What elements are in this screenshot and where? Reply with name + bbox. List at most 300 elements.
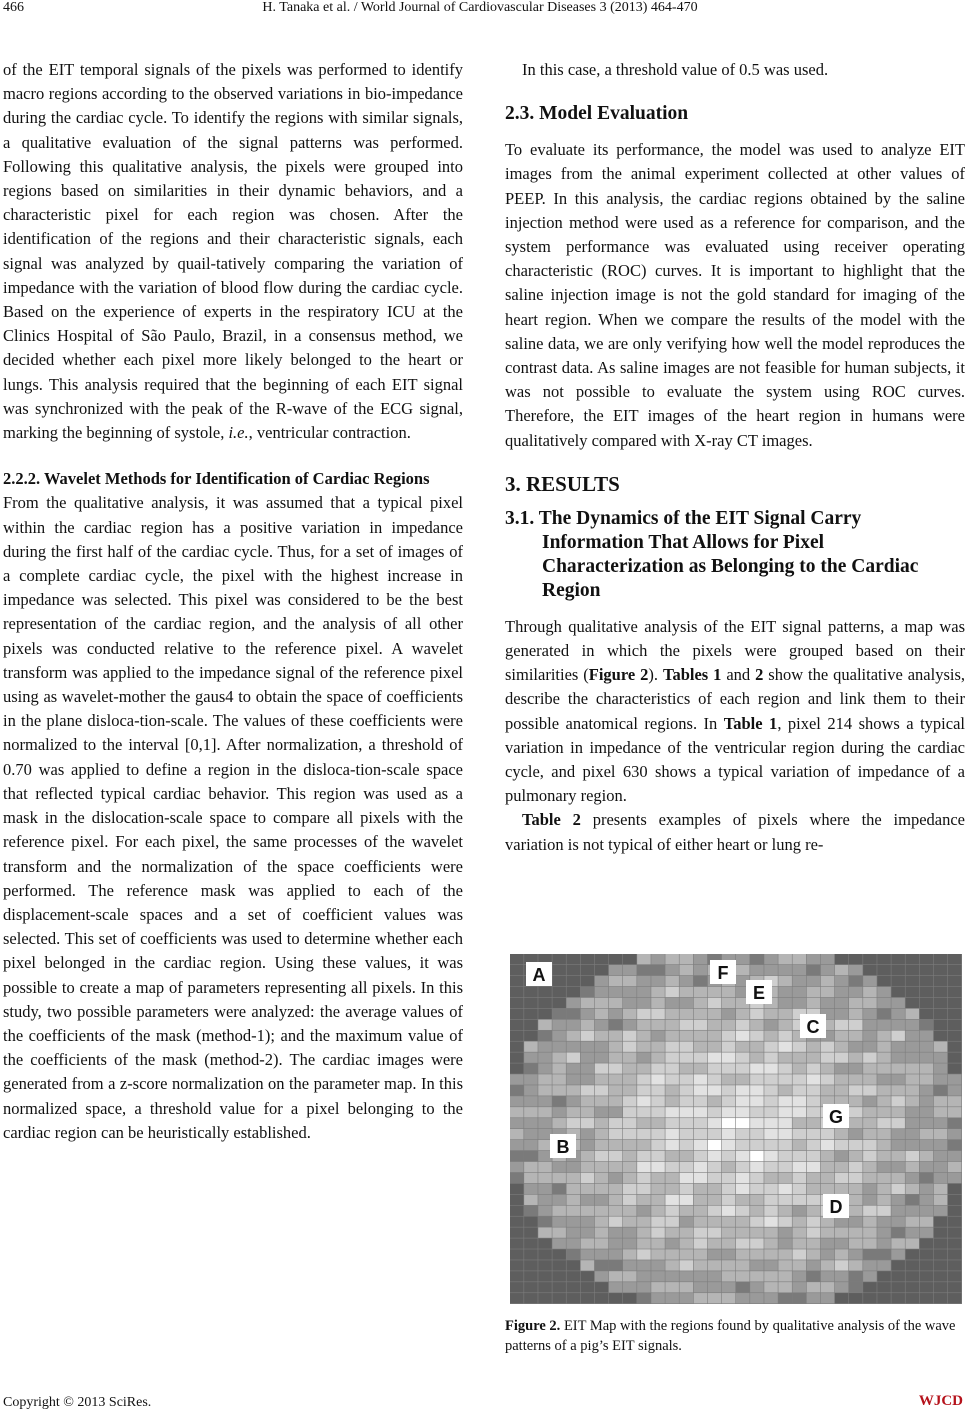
grid-cell	[581, 1031, 595, 1041]
grid-cell	[722, 1140, 736, 1150]
grid-cell	[877, 1140, 891, 1150]
grid-cell	[736, 1173, 750, 1183]
grid-cell	[538, 1031, 552, 1041]
grid-cell	[906, 1151, 920, 1161]
grid-cell	[595, 1217, 609, 1227]
grid-cell	[637, 1129, 651, 1139]
grid-cell	[877, 987, 891, 997]
grid-cell	[920, 1031, 934, 1041]
grid-cell	[694, 1162, 708, 1172]
grid-cell	[891, 1293, 905, 1303]
grid-cell	[722, 1096, 736, 1106]
grid-cell	[920, 1162, 934, 1172]
left-column	[3, 58, 463, 1145]
grid-cell	[736, 1293, 750, 1303]
grid-cell	[750, 1227, 764, 1237]
grid-cell	[538, 1118, 552, 1128]
grid-cell	[934, 1140, 948, 1150]
grid-cell	[581, 1151, 595, 1161]
grid-cell	[891, 1271, 905, 1281]
grid-cell	[891, 1063, 905, 1073]
grid-cell	[722, 1151, 736, 1161]
grid-cell	[609, 998, 623, 1008]
grid-cell	[581, 1173, 595, 1183]
grid-cell	[524, 1184, 538, 1194]
grid-cell	[637, 1052, 651, 1062]
grid-cell	[891, 1085, 905, 1095]
grid-cell	[708, 998, 722, 1008]
grid-cell	[680, 1206, 694, 1216]
grid-cell	[595, 1118, 609, 1128]
grid-cell	[609, 1129, 623, 1139]
grid-cell	[778, 976, 792, 986]
grid-cell	[708, 1271, 722, 1281]
grid-cell	[750, 1282, 764, 1292]
p3-table2-ref: Table 2	[522, 810, 581, 830]
grid-cell	[849, 976, 863, 986]
grid-cell	[906, 1271, 920, 1281]
grid-cell	[510, 1063, 524, 1073]
grid-cell	[863, 1085, 877, 1095]
grid-cell	[948, 987, 962, 997]
grid-cell	[821, 1140, 835, 1150]
grid-cell	[934, 1031, 948, 1041]
grid-cell	[637, 1217, 651, 1227]
grid-cell	[863, 1020, 877, 1030]
grid-cell	[609, 1293, 623, 1303]
grid-cell	[694, 1063, 708, 1073]
grid-cell	[948, 1260, 962, 1270]
grid-cell	[764, 1096, 778, 1106]
grid-cell	[708, 1052, 722, 1062]
grid-cell	[948, 1042, 962, 1052]
grid-cell	[637, 1238, 651, 1248]
grid-cell	[694, 954, 708, 964]
grid-cell	[538, 1074, 552, 1084]
grid-cell	[510, 1173, 524, 1183]
p2-tables-ref: Tables 1	[662, 665, 722, 685]
grid-cell	[807, 1249, 821, 1259]
grid-cell	[680, 1195, 694, 1205]
grid-cell	[567, 1096, 581, 1106]
grid-cell	[694, 1195, 708, 1205]
grid-cell	[510, 1074, 524, 1084]
grid-cell	[920, 1052, 934, 1062]
grid-cell	[708, 1227, 722, 1237]
grid-cell	[538, 1184, 552, 1194]
p2-figure-ref: Figure 2	[588, 665, 649, 685]
grid-cell	[821, 998, 835, 1008]
grid-cell	[651, 954, 665, 964]
grid-cell	[637, 1249, 651, 1259]
page-number: 466	[3, 0, 24, 15]
grid-cell	[665, 1271, 679, 1281]
grid-cell	[948, 1293, 962, 1303]
grid-cell	[920, 987, 934, 997]
grid-cell	[708, 1118, 722, 1128]
grid-cell	[821, 1271, 835, 1281]
grid-cell	[680, 1009, 694, 1019]
grid-cell	[778, 987, 792, 997]
grid-cell	[651, 1249, 665, 1259]
grid-cell	[665, 1063, 679, 1073]
grid-cell	[680, 1074, 694, 1084]
grid-cell	[891, 1206, 905, 1216]
grid-cell	[637, 1227, 651, 1237]
grid-cell	[736, 1009, 750, 1019]
grid-cell	[764, 1195, 778, 1205]
grid-cell	[581, 1140, 595, 1150]
grid-cell	[778, 1195, 792, 1205]
grid-cell	[778, 1140, 792, 1150]
grid-cell	[651, 1173, 665, 1183]
grid-cell	[807, 1074, 821, 1084]
grid-cell	[609, 1140, 623, 1150]
grid-cell	[708, 1020, 722, 1030]
grid-cell	[906, 1217, 920, 1227]
grid-cell	[665, 1206, 679, 1216]
grid-cell	[934, 1282, 948, 1292]
grid-cell	[708, 1217, 722, 1227]
grid-cell	[665, 1085, 679, 1095]
grid-cell	[906, 965, 920, 975]
grid-cell	[891, 1107, 905, 1117]
grid-cell	[694, 1118, 708, 1128]
grid-cell	[821, 1063, 835, 1073]
grid-cell	[609, 987, 623, 997]
grid-cell	[567, 1195, 581, 1205]
grid-cell	[835, 1162, 849, 1172]
grid-cell	[665, 987, 679, 997]
grid-cell	[750, 1020, 764, 1030]
grid-cell	[708, 987, 722, 997]
grid-cell	[948, 976, 962, 986]
eit-map-grid	[510, 954, 962, 1304]
grid-cell	[510, 1096, 524, 1106]
grid-cell	[694, 1217, 708, 1227]
grid-cell	[750, 1009, 764, 1019]
grid-cell	[623, 1293, 637, 1303]
grid-cell	[510, 1227, 524, 1237]
grid-cell	[863, 1271, 877, 1281]
grid-cell	[680, 1107, 694, 1117]
grid-cell	[948, 1129, 962, 1139]
grid-cell	[567, 987, 581, 997]
grid-cell	[623, 1085, 637, 1095]
grid-cell	[764, 1020, 778, 1030]
left-p1-ie: i.e.	[228, 423, 249, 443]
grid-cell	[736, 1042, 750, 1052]
grid-cell	[821, 1282, 835, 1292]
grid-cell	[651, 1042, 665, 1052]
grid-cell	[891, 1195, 905, 1205]
grid-cell	[877, 998, 891, 1008]
grid-cell	[510, 1162, 524, 1172]
grid-cell	[665, 1282, 679, 1292]
grid-cell	[920, 1063, 934, 1073]
grid-cell	[623, 1260, 637, 1270]
grid-cell	[821, 1173, 835, 1183]
grid-cell	[623, 1271, 637, 1281]
grid-cell	[510, 1271, 524, 1281]
grid-cell	[722, 1118, 736, 1128]
right-paragraph-2	[505, 615, 965, 809]
grid-cell	[694, 1129, 708, 1139]
grid-cell	[863, 1238, 877, 1248]
grid-cell	[793, 1173, 807, 1183]
grid-cell	[821, 965, 835, 975]
grid-cell	[567, 1107, 581, 1117]
grid-cell	[694, 998, 708, 1008]
grid-cell	[750, 1042, 764, 1052]
grid-cell	[849, 1118, 863, 1128]
grid-cell	[708, 1260, 722, 1270]
grid-cell	[793, 1085, 807, 1095]
grid-cell	[934, 976, 948, 986]
grid-cell	[877, 1184, 891, 1194]
grid-cell	[877, 1249, 891, 1259]
grid-cell	[637, 1282, 651, 1292]
grid-cell	[934, 1249, 948, 1259]
grid-cell	[567, 1293, 581, 1303]
grid-cell	[835, 1129, 849, 1139]
grid-cell	[623, 987, 637, 997]
grid-cell	[609, 1271, 623, 1281]
grid-cell	[750, 1031, 764, 1041]
grid-cell	[552, 1195, 566, 1205]
grid-cell	[906, 1118, 920, 1128]
grid-cell	[849, 1042, 863, 1052]
p2-table2-ref: 2	[755, 665, 764, 685]
grid-cell	[906, 1293, 920, 1303]
grid-cell	[778, 1042, 792, 1052]
grid-cell	[835, 1282, 849, 1292]
grid-cell	[863, 998, 877, 1008]
grid-cell	[891, 1074, 905, 1084]
grid-cell	[793, 1118, 807, 1128]
section-heading-3: 3. RESULTS	[505, 471, 620, 496]
grid-cell	[524, 998, 538, 1008]
grid-cell	[835, 1052, 849, 1062]
grid-cell	[510, 1195, 524, 1205]
grid-cell	[877, 965, 891, 975]
grid-cell	[778, 1173, 792, 1183]
grid-cell	[906, 1227, 920, 1237]
grid-cell	[510, 1118, 524, 1128]
grid-cell	[764, 965, 778, 975]
grid-cell	[934, 987, 948, 997]
grid-cell	[906, 1282, 920, 1292]
grid-cell	[877, 1217, 891, 1227]
grid-cell	[891, 1052, 905, 1062]
p3-text: presents examples of pixels where the impedance variation is not typical of either heart or lung re-	[505, 810, 966, 854]
grid-cell	[877, 1282, 891, 1292]
grid-cell	[807, 1096, 821, 1106]
grid-cell	[595, 1282, 609, 1292]
grid-cell	[665, 1096, 679, 1106]
grid-cell	[906, 1096, 920, 1106]
grid-cell	[524, 1031, 538, 1041]
grid-cell	[538, 1042, 552, 1052]
grid-cell	[665, 1238, 679, 1248]
grid-cell	[609, 1249, 623, 1259]
grid-cell	[694, 1282, 708, 1292]
grid-cell	[849, 954, 863, 964]
grid-cell	[581, 1293, 595, 1303]
grid-cell	[863, 1282, 877, 1292]
grid-cell	[793, 1063, 807, 1073]
grid-cell	[708, 1151, 722, 1161]
grid-cell	[863, 1031, 877, 1041]
grid-cell	[906, 1140, 920, 1150]
grid-cell	[722, 1249, 736, 1259]
grid-cell	[680, 965, 694, 975]
grid-cell	[906, 1020, 920, 1030]
grid-cell	[821, 1042, 835, 1052]
grid-cell	[694, 1271, 708, 1281]
grid-cell	[877, 1063, 891, 1073]
grid-cell	[665, 1042, 679, 1052]
grid-cell	[680, 954, 694, 964]
grid-cell	[778, 954, 792, 964]
grid-cell	[524, 1129, 538, 1139]
grid-cell	[552, 1063, 566, 1073]
grid-cell	[524, 1206, 538, 1216]
grid-cell	[934, 1293, 948, 1303]
grid-cell	[708, 1085, 722, 1095]
grid-cell	[948, 1052, 962, 1062]
grid-cell	[849, 1293, 863, 1303]
grid-cell	[524, 1063, 538, 1073]
grid-cell	[637, 998, 651, 1008]
grid-cell	[651, 1162, 665, 1172]
grid-cell	[877, 1238, 891, 1248]
grid-cell	[538, 1293, 552, 1303]
grid-cell	[722, 998, 736, 1008]
grid-cell	[538, 1020, 552, 1030]
region-label-g: G	[828, 1107, 844, 1127]
grid-cell	[849, 1184, 863, 1194]
grid-cell	[694, 1074, 708, 1084]
grid-cell	[877, 1031, 891, 1041]
grid-cell	[651, 1217, 665, 1227]
grid-cell	[764, 1074, 778, 1084]
grid-cell	[538, 1282, 552, 1292]
grid-cell	[835, 998, 849, 1008]
grid-cell	[807, 1052, 821, 1062]
grid-cell	[934, 998, 948, 1008]
grid-cell	[849, 1020, 863, 1030]
grid-cell	[821, 1293, 835, 1303]
grid-cell	[637, 987, 651, 997]
grid-cell	[651, 976, 665, 986]
grid-cell	[863, 1227, 877, 1237]
grid-cell	[934, 1074, 948, 1084]
grid-cell	[750, 1249, 764, 1259]
grid-cell	[680, 1184, 694, 1194]
grid-cell	[552, 1206, 566, 1216]
caption-label: Figure 2.	[505, 1318, 561, 1334]
grid-cell	[891, 1009, 905, 1019]
grid-cell	[821, 1052, 835, 1062]
grid-cell	[651, 1184, 665, 1194]
grid-cell	[567, 1217, 581, 1227]
grid-cell	[552, 1271, 566, 1281]
grid-cell	[821, 954, 835, 964]
grid-cell	[948, 1206, 962, 1216]
grid-cell	[835, 1227, 849, 1237]
grid-cell	[538, 1206, 552, 1216]
grid-cell	[948, 1151, 962, 1161]
grid-cell	[906, 1074, 920, 1084]
grid-cell	[793, 1206, 807, 1216]
grid-cell	[863, 1052, 877, 1062]
figure-2-caption	[505, 1316, 965, 1356]
grid-cell	[581, 1249, 595, 1259]
grid-cell	[934, 1118, 948, 1128]
grid-cell	[552, 1227, 566, 1237]
grid-cell	[722, 1238, 736, 1248]
grid-cell	[863, 1042, 877, 1052]
grid-cell	[567, 1238, 581, 1248]
grid-cell	[849, 1052, 863, 1062]
grid-cell	[906, 1260, 920, 1270]
grid-cell	[778, 1293, 792, 1303]
grid-cell	[552, 1009, 566, 1019]
grid-cell	[595, 965, 609, 975]
grid-cell	[934, 1238, 948, 1248]
grid-cell	[778, 1031, 792, 1041]
grid-cell	[863, 1260, 877, 1270]
grid-cell	[821, 987, 835, 997]
grid-cell	[835, 1260, 849, 1270]
grid-cell	[736, 1162, 750, 1172]
running-title	[200, 0, 760, 16]
grid-cell	[680, 1129, 694, 1139]
grid-cell	[920, 1249, 934, 1259]
grid-cell	[708, 1063, 722, 1073]
grid-cell	[778, 1260, 792, 1270]
grid-cell	[552, 1020, 566, 1030]
grid-cell	[595, 1260, 609, 1270]
grid-cell	[736, 1206, 750, 1216]
grid-cell	[552, 1238, 566, 1248]
grid-cell	[609, 1107, 623, 1117]
grid-cell	[680, 987, 694, 997]
grid-cell	[581, 1020, 595, 1030]
grid-cell	[637, 976, 651, 986]
grid-cell	[934, 1195, 948, 1205]
grid-cell	[524, 1052, 538, 1062]
grid-cell	[581, 954, 595, 964]
grid-cell	[524, 1140, 538, 1150]
grid-cell	[877, 1227, 891, 1237]
grid-cell	[552, 1173, 566, 1183]
grid-cell	[807, 1227, 821, 1237]
grid-cell	[722, 1260, 736, 1270]
grid-cell	[877, 1118, 891, 1128]
grid-cell	[680, 1217, 694, 1227]
grid-cell	[708, 1042, 722, 1052]
grid-cell	[524, 1227, 538, 1237]
grid-cell	[835, 1238, 849, 1248]
grid-cell	[807, 987, 821, 997]
grid-cell	[665, 1052, 679, 1062]
grid-cell	[863, 1184, 877, 1194]
grid-cell	[948, 1173, 962, 1183]
grid-cell	[849, 1031, 863, 1041]
grid-cell	[510, 1293, 524, 1303]
